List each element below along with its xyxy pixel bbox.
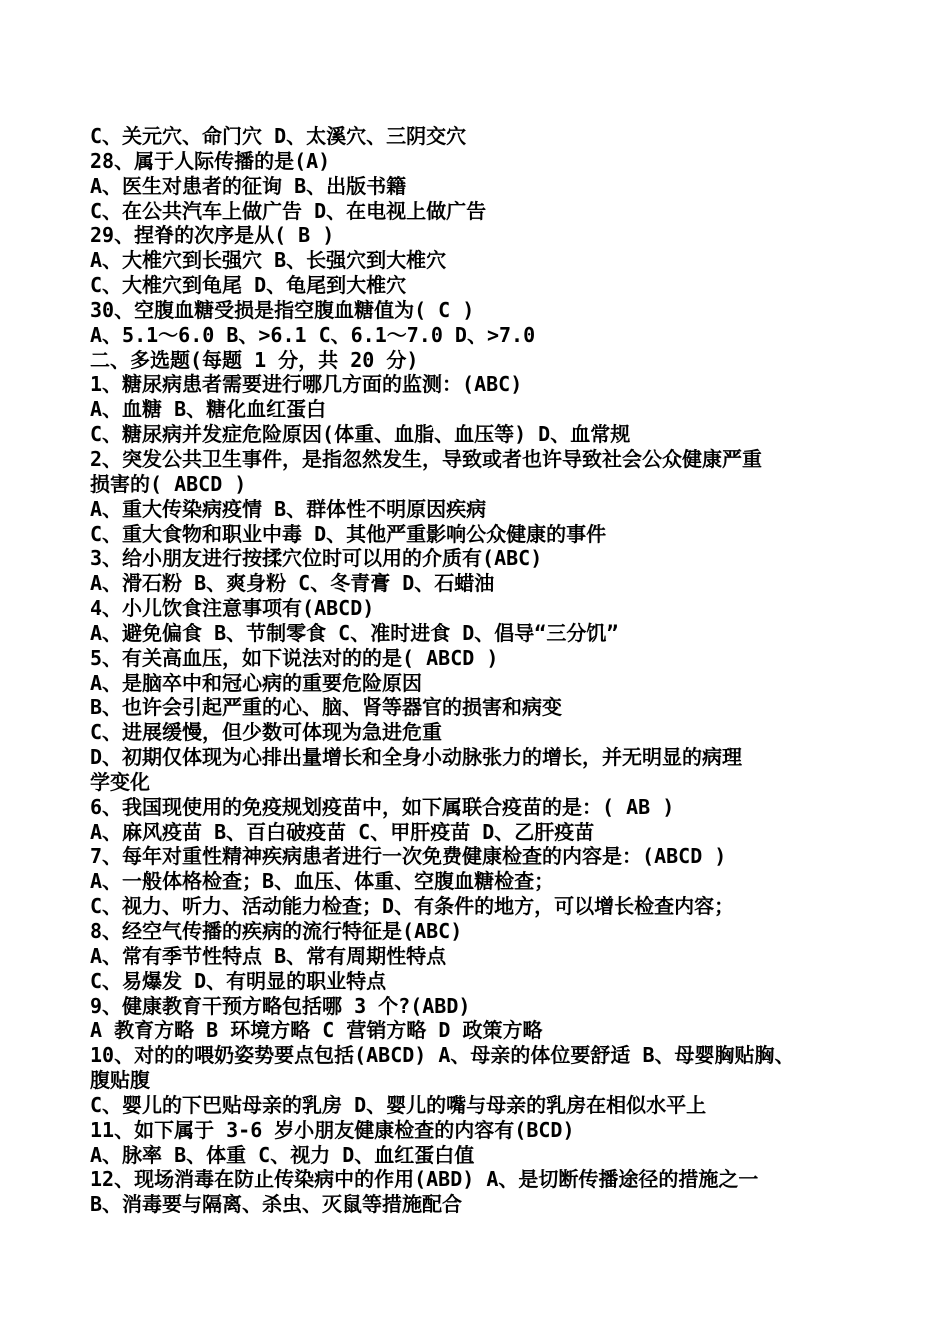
text-line: 6、我国现使用的免疫规划疫苗中，如下属联合疫苗的是：( AB ) bbox=[90, 794, 675, 819]
text-line: 28、属于人际传播的是(A) bbox=[90, 148, 331, 173]
text-line: C、在公共汽车上做广告 D、在电视上做广告 bbox=[90, 198, 487, 223]
text-line: 3、给小朋友进行按揉穴位时可以用的介质有(ABC) bbox=[90, 546, 543, 571]
text-line: A、脉率 B、体重 C、视力 D、血红蛋白值 bbox=[90, 1142, 475, 1167]
text-line: C、进展缓慢，但少数可体现为急进危重 bbox=[90, 720, 443, 745]
text-line: C、糖尿病并发症危险原因(体重、血脂、血压等) D、血常规 bbox=[90, 422, 631, 447]
text-line: 二、多选题(每题 1 分，共 20 分) bbox=[90, 347, 419, 372]
document-body bbox=[90, 124, 880, 1217]
text-line: A、麻风疫苗 B、百白破疫苗 C、甲肝疫苗 D、乙肝疫苗 bbox=[90, 819, 595, 844]
text-line: 7、每年对重性精神疾病患者进行一次免费健康检查的内容是：(ABCD ) bbox=[90, 844, 727, 869]
text-line: A、血糖 B、糖化血红蛋白 bbox=[90, 397, 327, 422]
text-line: B、也许会引起严重的心、脑、肾等器官的损害和病变 bbox=[90, 695, 563, 720]
text-line: A、常有季节性特点 B、常有周期性特点 bbox=[90, 943, 447, 968]
text-line: C、重大食物和职业中毒 D、其他严重影响公众健康的事件 bbox=[90, 521, 607, 546]
text-line: 腹贴腹 bbox=[90, 1068, 150, 1093]
text-line: B、消毒要与隔离、杀虫、灭鼠等措施配合 bbox=[90, 1192, 463, 1217]
text-line: 8、经空气传播的疾病的流行特征是(ABC) bbox=[90, 919, 463, 943]
text-line: A、大椎穴到长强穴 B、长强穴到大椎穴 bbox=[90, 248, 447, 273]
text-line: 9、健康教育干预方略包括哪 3 个?(ABD) bbox=[90, 993, 471, 1018]
text-line: C、关元穴、命门穴 D、太溪穴、三阴交穴 bbox=[90, 124, 467, 148]
text-line: A、医生对患者的征询 B、出版书籍 bbox=[90, 173, 407, 198]
text-line: A 教育方略 B 环境方略 C 营销方略 D 政策方略 bbox=[90, 1018, 543, 1043]
text-line: 4、小儿饮食注意事项有(ABCD) bbox=[90, 596, 375, 621]
text-line: C、大椎穴到龟尾 D、龟尾到大椎穴 bbox=[90, 273, 407, 298]
text-line: C、视力、听力、活动能力检查；D、有条件的地方，可以增长检查内容； bbox=[90, 894, 735, 919]
text-line: 2、突发公共卫生事件，是指忽然发生，导致或者也许导致社会公众健康严重 bbox=[90, 446, 763, 471]
text-line: 5、有关高血压，如下说法对的的是( ABCD ) bbox=[90, 645, 499, 670]
text-line: 29、捏脊的次序是从( B ) bbox=[90, 223, 335, 248]
text-line: A、滑石粉 B、爽身粉 C、冬青膏 D、石蜡油 bbox=[90, 571, 495, 596]
text-line: 11、如下属于 3-6 岁小朋友健康检查的内容有(BCD) bbox=[90, 1117, 575, 1142]
text-line: 10、对的的喂奶姿势要点包括(ABCD) A、母亲的体位要舒适 B、母婴胸贴胸、 bbox=[90, 1043, 795, 1068]
text-line: D、初期仅体现为心排出量增长和全身小动脉张力的增长，并无明显的病理 bbox=[90, 745, 743, 770]
text-line: 学变化 bbox=[90, 769, 150, 794]
text-line: 1、糖尿病患者需要进行哪几方面的监测：(ABC) bbox=[90, 372, 523, 397]
text-line: A、5.1～6.0 B、>6.1 C、6.1～7.0 D、>7.0 bbox=[90, 322, 536, 347]
text-line: A、是脑卒中和冠心病的重要危险原因 bbox=[90, 670, 423, 695]
text-line: C、易爆发 D、有明显的职业特点 bbox=[90, 968, 387, 993]
text-line: A、一般体格检查；B、血压、体重、空腹血糖检查； bbox=[90, 869, 555, 894]
text-line: 损害的( ABCD ) bbox=[90, 471, 247, 496]
text-line: A、重大传染病疫情 B、群体性不明原因疾病 bbox=[90, 496, 487, 521]
text-line: 30、空腹血糖受损是指空腹血糖值为( C ) bbox=[90, 297, 475, 322]
text-line: A、避免偏食 B、节制零食 C、准时进食 D、倡导“三分饥” bbox=[90, 620, 619, 645]
text-line: C、婴儿的下巴贴母亲的乳房 D、婴儿的嘴与母亲的乳房在相似水平上 bbox=[90, 1092, 707, 1117]
text-line: 12、现场消毒在防止传染病中的作用(ABD) A、是切断传播途径的措施之一 bbox=[90, 1167, 759, 1192]
